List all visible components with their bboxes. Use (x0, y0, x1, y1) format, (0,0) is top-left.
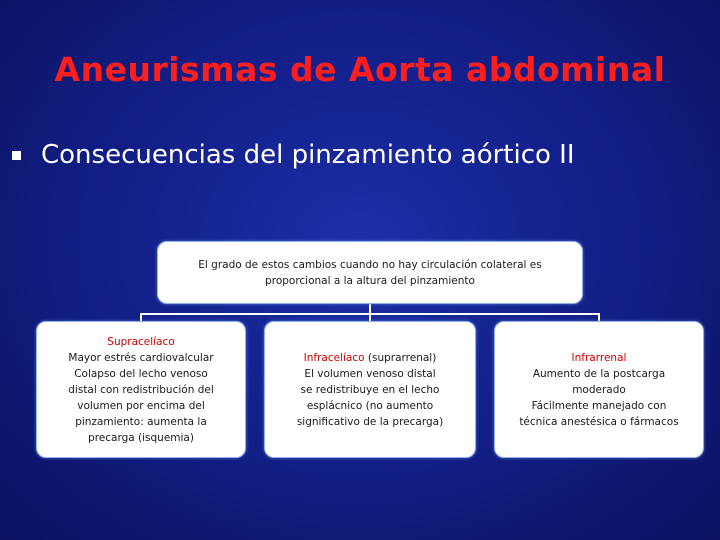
root-line-2: proporcional a la altura del pinzamiento (265, 274, 475, 287)
node-line: moderado (572, 383, 626, 396)
node-line: se redistribuye en el lecho (300, 383, 440, 396)
node-line: distal con redistribución del (68, 383, 214, 396)
node-supraceliaco (36, 321, 246, 458)
node-line: volumen por encima del (77, 399, 205, 412)
root-line-1: El grado de estos cambios cuando no hay circulación colateral es (198, 258, 542, 271)
slide-title: Aneurismas de Aorta abdominal (54, 50, 666, 89)
node-line: Mayor estrés cardiovalcular (68, 351, 214, 364)
node-line: Colapso del lecho venoso (74, 367, 208, 380)
node-heading: Infracelíaco (303, 351, 365, 364)
node-line: técnica anestésica o fármacos (519, 415, 679, 428)
node-line: pinzamiento: aumenta la (75, 415, 207, 428)
root-node (157, 241, 583, 304)
square-bullet-icon (12, 151, 21, 160)
node-infraceliaco (264, 321, 476, 458)
node-infrarrenal (494, 321, 704, 458)
node-heading: Supracelíaco (107, 335, 175, 348)
node-line: Fácilmente manejado con (531, 399, 667, 412)
node-heading-row (304, 350, 437, 366)
node-line: precarga (isquemia) (88, 431, 194, 444)
node-line: Aumento de la postcarga (532, 367, 666, 380)
node-line: esplácnico (no aumento (306, 399, 434, 412)
node-line: significativo de la precarga) (296, 415, 444, 428)
node-heading-suffix: (suprarrenal) (364, 351, 437, 364)
node-heading: Infrarrenal (571, 351, 627, 364)
node-line: El volumen venoso distal (304, 367, 436, 380)
bullet-text: Consecuencias del pinzamiento aórtico II (41, 140, 575, 170)
bullet-point (10, 140, 710, 170)
